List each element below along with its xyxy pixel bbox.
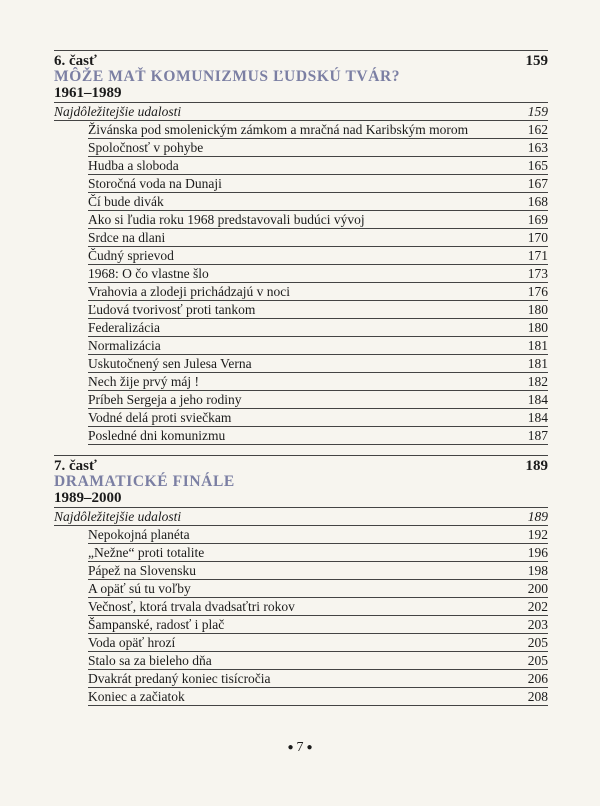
entry-page: 181 [527, 356, 548, 371]
entry-title: A opäť sú tu voľby [88, 581, 191, 596]
entry-title: Čudný sprievod [88, 248, 174, 263]
entry-title: Posledné dni komunizmu [88, 428, 226, 443]
entry-title: Šampanské, radosť i plač [88, 617, 225, 632]
toc-entry[interactable] [88, 229, 548, 247]
entry-title: Ako si ľudia roku 1968 predstavovali budúci vývoj [88, 212, 365, 227]
part-label: 7. časť [54, 458, 97, 474]
toc-entry[interactable] [88, 688, 548, 706]
entry-title: Srdce na dlani [88, 230, 166, 245]
toc-entry[interactable] [88, 139, 548, 157]
page-footer [0, 740, 600, 756]
toc-entry[interactable] [88, 247, 548, 265]
entry-page: 167 [527, 176, 548, 191]
part-label: 6. časť [54, 53, 97, 69]
toc-entry[interactable] [88, 301, 548, 319]
entry-page: 168 [527, 194, 548, 209]
toc-entry[interactable] [88, 337, 548, 355]
entry-page: 187 [527, 428, 548, 443]
entry-page: 192 [527, 527, 548, 542]
toc-entry[interactable] [88, 409, 548, 427]
entry-title: Federalizácia [88, 320, 160, 335]
toc-entry[interactable] [88, 175, 548, 193]
toc-entry-highlights[interactable] [54, 508, 548, 526]
entry-page: 170 [527, 230, 548, 245]
entry-title: Stalo sa za bieleho dňa [88, 653, 212, 668]
toc-entry[interactable] [88, 427, 548, 445]
entry-title: Nech žije prvý máj ! [88, 374, 199, 389]
entry-title: Čí bude divák [88, 194, 164, 209]
entry-page: 165 [527, 158, 548, 173]
entry-page: 163 [527, 140, 548, 155]
bullet-left-icon: ● [287, 742, 294, 754]
entry-title: Najdôležitejšie udalosti [54, 104, 182, 119]
entry-title: Príbeh Sergeja a jeho rodiny [88, 392, 242, 407]
entry-page: 180 [527, 320, 548, 335]
entry-page: 184 [527, 410, 548, 425]
entry-page: 208 [527, 689, 548, 704]
toc-entry[interactable] [88, 562, 548, 580]
toc-entry[interactable] [88, 355, 548, 373]
entry-page: 200 [527, 581, 548, 596]
toc-entry[interactable] [88, 526, 548, 544]
entry-page: 205 [527, 653, 548, 668]
entry-title: Vrahovia a zlodeji prichádzajú v noci [88, 284, 290, 299]
entry-page: 203 [527, 617, 548, 632]
entry-title: Pápež na Slovensku [88, 563, 196, 578]
entry-title: „Nežne“ proti totalite [88, 545, 205, 560]
bullet-right-icon: ● [306, 742, 313, 754]
entry-title: Dvakrát predaný koniec tisícročia [88, 671, 271, 686]
toc-entry[interactable] [88, 373, 548, 391]
entry-title: Večnosť, ktorá trvala dvadsaťtri rokov [88, 599, 295, 614]
part-header [54, 456, 548, 474]
entry-title: Najdôležitejšie udalosti [54, 509, 182, 524]
entry-page: 181 [527, 338, 548, 353]
entry-page: 159 [527, 104, 548, 119]
entry-title: Nepokojná planéta [88, 527, 190, 542]
toc-part [54, 50, 548, 445]
toc-entry[interactable] [88, 319, 548, 337]
part-header [54, 51, 548, 69]
entry-page: 184 [527, 392, 548, 407]
entry-page: 198 [527, 563, 548, 578]
toc-entry[interactable] [88, 283, 548, 301]
entry-page: 169 [527, 212, 548, 227]
entry-title: Normalizácia [88, 338, 161, 353]
toc-entry[interactable] [88, 193, 548, 211]
entry-title: Vodné delá proti sviečkam [88, 410, 232, 425]
entry-title: Uskutočnený sen Julesa Verna [88, 356, 252, 371]
toc-entry[interactable] [88, 265, 548, 283]
toc-entry[interactable] [88, 580, 548, 598]
toc-entry[interactable] [88, 544, 548, 562]
entry-page: 173 [527, 266, 548, 281]
toc-entry[interactable] [88, 391, 548, 409]
entry-title: Hudba a sloboda [88, 158, 179, 173]
part-years: 1989–2000 [54, 490, 548, 508]
entry-page: 180 [527, 302, 548, 317]
part-years: 1961–1989 [54, 85, 548, 103]
entry-page: 176 [527, 284, 548, 299]
entry-page: 202 [527, 599, 548, 614]
toc-entry[interactable] [88, 652, 548, 670]
toc-entry[interactable] [88, 670, 548, 688]
entry-title: Ľudová tvorivosť proti tankom [88, 302, 256, 317]
entry-page: 189 [527, 509, 548, 524]
toc-entry[interactable] [88, 616, 548, 634]
table-of-contents [54, 50, 548, 706]
entry-page: 196 [527, 545, 548, 560]
toc-entry[interactable] [88, 598, 548, 616]
toc-entry[interactable] [88, 121, 548, 139]
entry-title: Koniec a začiatok [88, 689, 185, 704]
entry-title: 1968: O čo vlastne šlo [88, 266, 209, 281]
entry-title: Spoločnosť v pohybe [88, 140, 204, 155]
entry-title: Storočná voda na Dunaji [88, 176, 222, 191]
entry-page: 206 [527, 671, 548, 686]
toc-part [54, 455, 548, 706]
part-title: MÔŽE MAŤ KOMUNIZMUS ĽUDSKÚ TVÁR? [54, 68, 401, 85]
toc-entry[interactable] [88, 634, 548, 652]
entry-page: 171 [527, 248, 548, 263]
toc-entry-highlights[interactable] [54, 103, 548, 121]
entry-title: Živánska pod smolenickým zámkom a mračná nad Karibským morom [88, 122, 469, 137]
entry-page: 182 [527, 374, 548, 389]
part-page-number: 159 [525, 53, 548, 69]
entry-title: Voda opäť hrozí [88, 635, 176, 650]
entry-page: 205 [527, 635, 548, 650]
toc-entry[interactable] [88, 157, 548, 175]
part-page-number: 189 [525, 458, 548, 474]
entry-page: 162 [527, 122, 548, 137]
page-number: 7 [296, 740, 304, 755]
toc-entry[interactable] [88, 211, 548, 229]
part-title: DRAMATICKÉ FINÁLE [54, 473, 235, 490]
